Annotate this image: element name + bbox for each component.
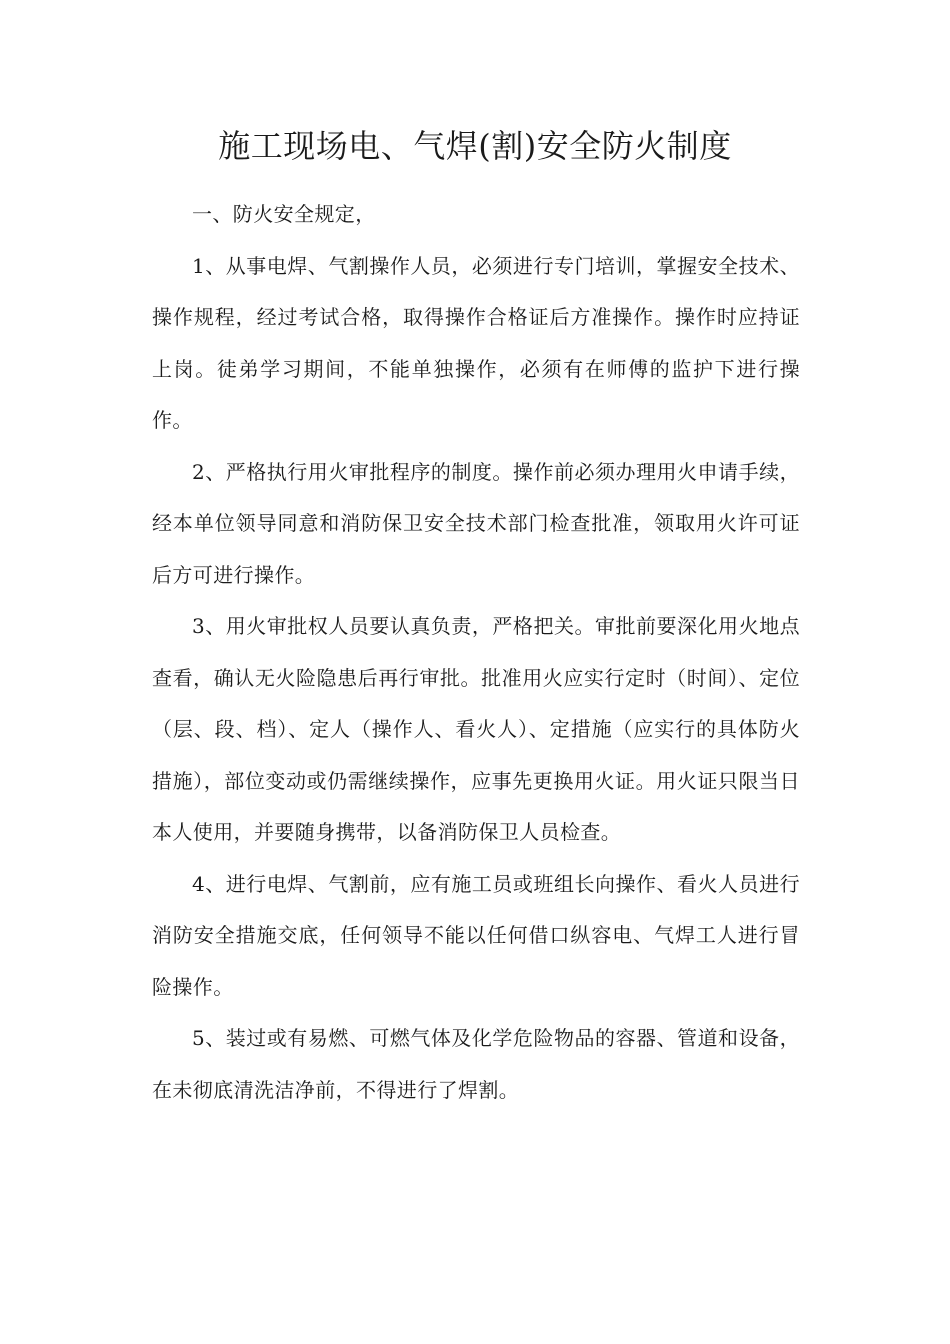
section-heading: 一、防火安全规定， [192,202,376,226]
paragraph-4: 4、进行电焊、气割前，应有施工员或班组长向操作、看火人员进行消防安全措施交底，任何领导不能以任何借口纵容电、气焊工人进行冒险操作。 [152,871,800,999]
document-body [152,189,800,1116]
paragraph-5: 5、装过或有易燃、可燃气体及化学危险物品的容器、管道和设备，在未彻底清洗洁净前，不得进行了焊割。 [152,1026,800,1102]
document-title: 施工现场电、气焊(割)安全防火制度 [218,127,732,165]
paragraph-2: 2、严格执行用火审批程序的制度。操作前必须办理用火申请手续，经本单位领导同意和消防保卫安全技术部门检查批准，领取用火许可证后方可进行操作。 [152,459,800,587]
paragraph-3: 3、用火审批权人员要认真负责，严格把关。审批前要深化用火地点查看，确认无火险隐患后再行审批。批准用火应实行定时（时间）、定位（层、段、档）、定人（操作人、看火人）、定措施（应实行的具体防火措施），部位变动或仍需继续操作，应事先更换用火证。用火证只限当日本人使用，并要随身携带，以备消防保卫人员检查。 [152,614,800,844]
paragraph-1: 1、从事电焊、气割操作人员，必须进行专门培训，掌握安全技术、操作规程，经过考试合格，取得操作合格证后方准操作。操作时应持证上岗。徒弟学习期间，不能单独操作，必须有在师傅的监护下进行操作。 [152,253,800,432]
